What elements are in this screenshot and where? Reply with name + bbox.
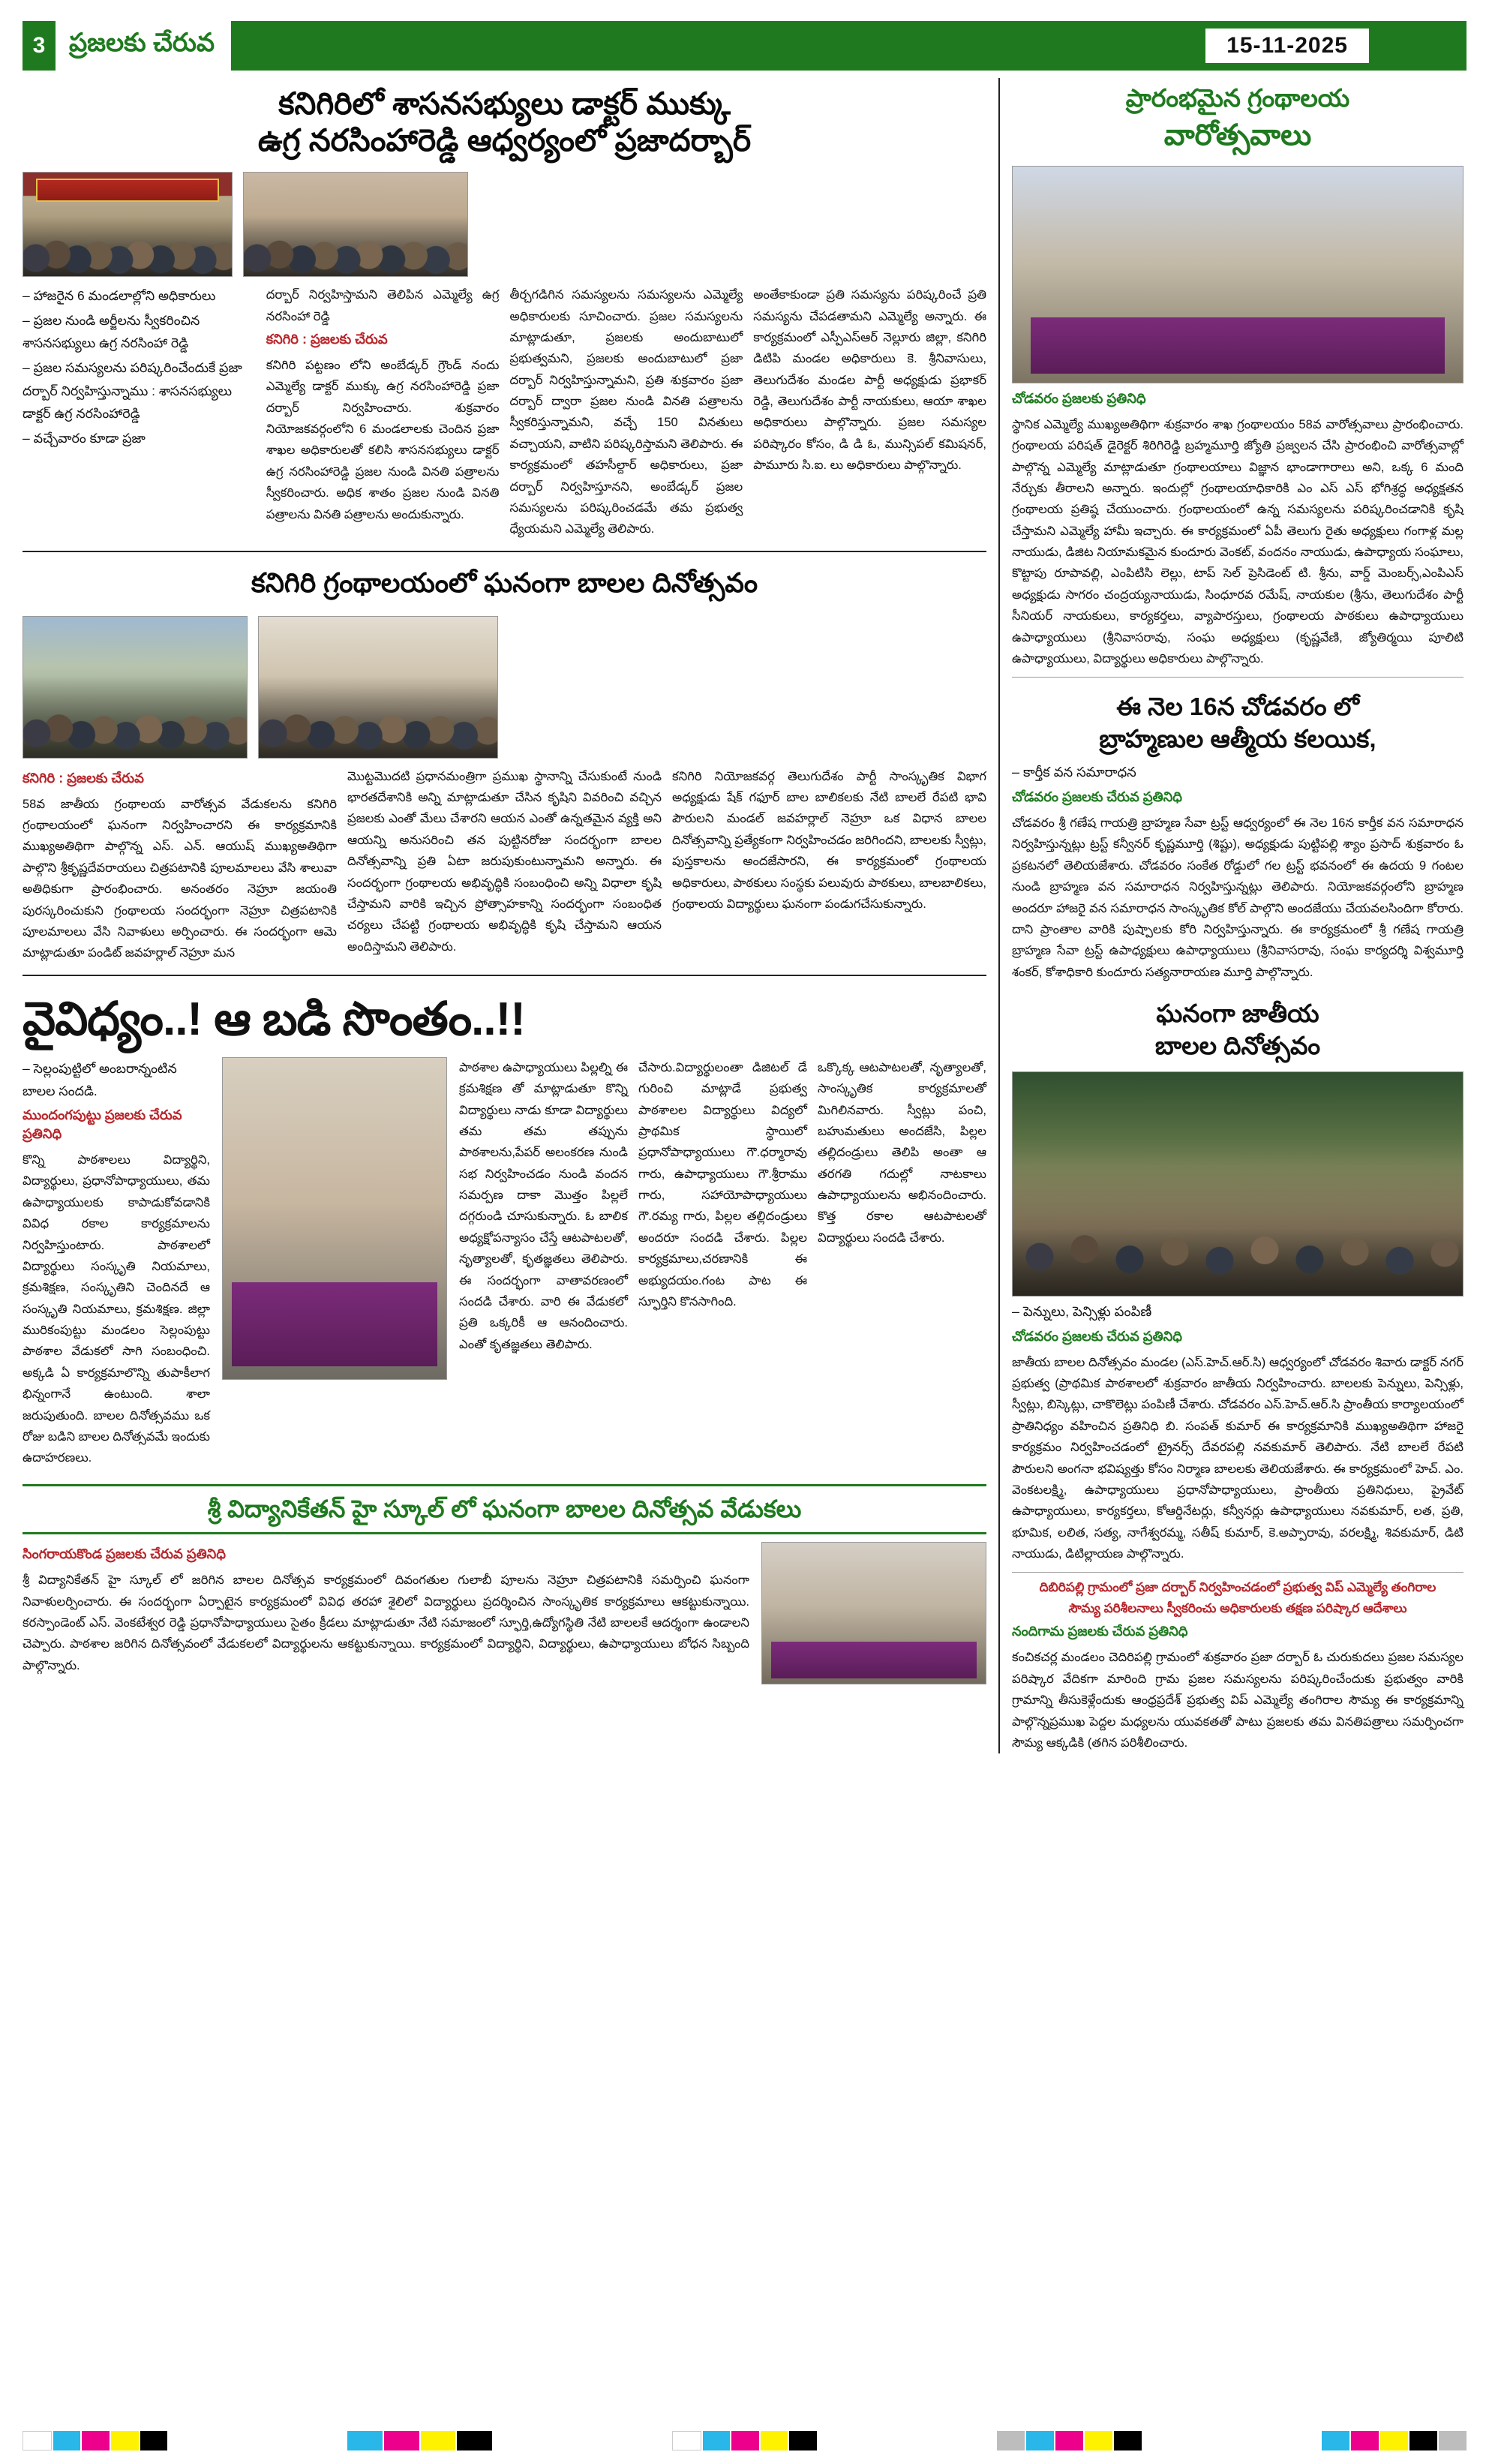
right-body-4: కంచికచర్ల మండలం చెదిరిపల్లి గ్రామంలో శుక్రవారం ప్రజా దర్బార్ ఓ చురుకుదలు ప్రజల సమస్యల పరిష్కార వేదికగా మారింది గ్రామ ప్రజల సమస్యలను పరిష్కరించేందుకు ప్రభుత్వం వారికి గ్రామాన్ని తీసుకెళ్లేందుకు ఆంధ్రప్రదేశ్ ప్రభుత్వ విప్ ఎమ్మెల్యే తంగిరాల సౌమ్య ఈ కార్యక్రమాన్ని పాల్గొన్నప్రముఖ పెద్దల మధ్యలను యువకతతో పాటు ప్రజలకు తమ వినతిపత్రాలు సమర్పించగా సౌమ్య ఆక్కడికి (తగిన పరిశీలించారు. [1012, 1651, 1463, 1750]
photo-crowd [23, 216, 232, 276]
feature-body-0: పాఠశాల ఉపాధ్యాయులు పిల్లల్ని ఈ క్రమశిక్షణ తో మాట్లాడుతూ కొన్ని విద్యార్థులు నాడు కూడా విద్యార్థులు తమ తమ తప్పును పాఠశాలను,పేపర్ అలంకరణ నుండి సభ నిర్వహించడం నుండి వందన సమర్పణ దాకా మొత్తం పిల్లలే దగ్గరుండి చూసుకున్నారు. ఓ బాలిక అధ్యక్షోపన్యాసం చేస్తే ఆటపాటలతో, నృత్యాలతో, కృతజ్ఞతలు తెలిపారు. ఈ సందర్భంగా వాతావరణంలో సందడి చేశారు. వారి ఈ వేడుకలో ప్రతి ఒక్కరికీ ఆ ఆనందించారు. ఎంతో కృతజ్ఞతలు తెలిపారు. [459, 1060, 628, 1351]
right-column [998, 78, 1463, 1753]
color-swatch [421, 2431, 456, 2450]
masthead [23, 21, 1466, 71]
right-byline-1: చోడవరం ప్రజలకు ప్రతినిధి [1012, 390, 1146, 406]
lead-bullets-column [23, 284, 256, 540]
lead-body-1: తీర్చగడిగిన సమస్యలను సమస్యలను ఎమ్మెల్యే అధికారులకు సూచించారు. ప్రజల సమస్యలను మాట్లాడుతూ, ప్రజలకు అందుబాటులో ప్రభుత్వమని, ప్రజలకు అందుబాటులో ప్రజా దర్బార్ నిర్వహిస్తున్నామని, ప్రతి శుక్రవారం ప్రజా దర్బార్ ద్వారా ప్రజల నుండి వినతి పత్రాలను స్వీకరిస్తున్నామని, వచ్చే 150 వినతులు వచ్చాయని, వాటిని పరిష్కరిస్తామని తెలిపారు. ఈ కార్యక్రమంలో తహసీల్దార్ అధికారులు, ప్రజా దర్బార్ నిర్వహిస్తూనని, అంబేడ్కర్ ప్రజల సమస్యలను పరిష్కరించడమే తమ ప్రభుత్వ ధ్యేయమని ఎమ్మెల్యే తెలిపారు. [509, 288, 743, 536]
color-swatch [347, 2431, 383, 2450]
lead-headline-line-2: ఉగ్ర నరసింహారెడ్డి ఆధ్వర్యంలో ప్రజాదర్బార్ [257, 122, 752, 158]
mid-photos-row [23, 616, 986, 759]
bottom-band-title: శ్రీ విద్యానికేతన్ హై స్కూల్ లో ఘనంగా బాలల దినోత్సవ వేడుకలు [207, 1495, 802, 1522]
lead-photo-caption: దర్బార్ నిర్వహిస్తామని తెలిపిన ఎమ్మెల్యే ఉగ్ర నరసింహా రెడ్డి [266, 288, 500, 323]
right-body-2: చోడవరం శ్రీ గణేష గాయత్రి బ్రాహ్మణ సేవా ట్రస్ట్ ఆధ్వర్యంలో ఈ నెల 16న కార్తీక వన సమారాధన నిర్వహిస్తున్నట్లు ట్రస్ట్ కన్వీనర్ కృష్ణమూర్తి (శిష్టు), అధ్యక్షుడు పుట్టిపల్లి శ్యాం ప్రసాద్ శుక్రవారం ఓ ప్రకటనలో తెలియజేశారు. చోడవరం సంకేత రోడ్డులో గల ట్రస్ట్ భవనంలో ఈ ఉదయ 9 గంటల నుండి బ్రాహ్మణ వన సమారాధన నిర్వహిస్తున్నట్లు తెలిపారు. నియోజకవర్గంలోని బ్రాహ్మణ అందరూ హాజరై వన సమారాధన సాంస్కృతిక కోల్ పాల్గొని అందజేయు చేయవలసిందిగా కోరారు. దాని ప్రాంతాల వారికి పుష్పాలకు కోరి నిర్వహిస్తున్నారు. ఈ కార్యక్రమంలో శ్రీ గణేష గాయత్రి బ్రాహ్మణ సేవా ట్రస్ట్ ఉపాధ్యక్షులు ఉపాధ్యాయులు (శ్రీనివాసరావు, సంఘ కార్యదర్శి విశ్వమూర్తి శంకర్, కోశాధికారి కుందూరు సత్యనారాయణ మూర్తి పాల్గొన్నారు. [1012, 816, 1463, 979]
divider [23, 551, 986, 552]
color-swatch [997, 2431, 1025, 2450]
color-bar-spacer [1145, 2431, 1319, 2450]
color-swatch [111, 2431, 139, 2450]
color-swatch [1114, 2431, 1142, 2450]
lead-body-columns [23, 284, 986, 540]
lead-headline-line-1: కనిగిరిలో శాసనసభ్యులు డాక్టర్ ముక్కు [278, 86, 731, 121]
mid-headline: కనిగిరి గ్రంథాలయంలో ఘనంగా బాలల దినోత్సవం [251, 566, 758, 598]
masthead-triangle-decoration [1376, 21, 1466, 71]
color-swatch [140, 2431, 168, 2450]
photo-crowd [244, 216, 467, 276]
color-swatch [672, 2431, 701, 2450]
lead-byline: కనిగిరి : ప్రజలకు చేరువ [266, 331, 388, 347]
color-group [23, 2431, 167, 2450]
bottom-band [23, 1484, 986, 1535]
right-photo-childrens-day [1012, 1071, 1463, 1297]
feature-text-columns [459, 1057, 986, 1469]
feature-left-text: కొన్ని పాఠశాలలు విద్యార్థిని, విద్యార్థులు, ప్రధానోపాధ్యాయులు, తమ ఉపాధ్యాయులకు కాపాడుకోవడానికి వివిధ రకాల కార్యక్రమాలను నిర్వహిస్తుంటారు. పాఠశాలలో విద్యార్థులు సంస్కృతి నియమాలు, క్రమశిక్షణ, సంస్కృతిని చెందినదే ఆ సంస్కృతి నియమాలు, క్రమశిక్షణ. జిల్లా మురికంపుట్టు మండలం సెల్లంపుట్టు పాఠశాల వేడుకలో సాగి సంబంధించి. అక్కడి ఏ కార్యక్రమాలొన్ని తుపాకీలాగ భిన్నంగానే ఉంటుంది. శాలా జరుపుతుంది. బాలల దినోత్సవము ఒక రోజు బడిని బాలల దినోత్సవమే ఇందుకు ఉదాహరణలు. [23, 1153, 210, 1465]
color-swatch [1409, 2431, 1437, 2450]
color-group [347, 2431, 492, 2450]
feature-byline: ముందంగపుట్టు ప్రజలకు చేరువ ప్రతినిధి [23, 1107, 182, 1142]
photo-foreground [1031, 317, 1445, 374]
mid-column-1 [347, 766, 662, 964]
color-swatch [384, 2431, 419, 2450]
color-swatch [1439, 2431, 1466, 2450]
right-subhead-2: – కార్తీక వన సమారాధన [1012, 765, 1136, 780]
lead-text-column-3 [753, 284, 986, 540]
color-group [672, 2431, 817, 2450]
divider [23, 975, 986, 976]
paper-name: ప్రజలకు చేరువ [69, 28, 215, 57]
color-group [997, 2431, 1142, 2450]
right-headline-3-line-2: బాలల దినోత్సవం [1154, 1031, 1321, 1059]
photo-foreground [232, 1282, 437, 1366]
color-bar-spacer [170, 2431, 344, 2450]
right-headline-line-1: ప్రారంభమైన గ్రంథాలయ [1125, 84, 1350, 112]
right-subhead-3: – పెన్నులు, పెన్సిళ్లు పంపిణీ [1012, 1303, 1152, 1319]
right-headline-2-line-1: ఈ నెల 16న చోడవరం లో [1116, 693, 1359, 721]
right-byline-2: చోడవరం ప్రజలకు చేరువ ప్రతినిధి [1012, 789, 1182, 804]
color-registration-bar [23, 2431, 1466, 2450]
right-photo-library-inauguration [1012, 166, 1463, 383]
bottom-photo-school-celebration [761, 1542, 986, 1684]
lead-bullet-3: – వచ్చేవారం కూడా ప్రజా [23, 430, 146, 446]
color-swatch [789, 2431, 817, 2450]
right-body-3: జాతీయ బాలల దినోత్సవం మండల (ఎస్.హెచ్.ఆర్.సి) ఆధ్వర్యంలో చోడవరం శివారు డాక్టర్ నగర్ ప్రభుత్వ (ప్రాథమిక పాఠశాలలో శుక్రవారం జాతీయ నిర్వహించారు. బాలలకు పెన్నులు, పెన్సిళ్లు, స్వీట్లు, బిస్కెట్లు, చాకొలెట్లు పంపిణీ చేశారు. చోడవరం ఎస్.హెచ్.ఆర్.సి ప్రాంతీయ కార్యాలయంలో ప్రాతినిధ్యం వహించిన ప్రతినిధి బి. సంపత్ కుమార్ ఈ కార్యక్రమానికి ముఖ్యఅతిథిగా హాజరై కార్యక్రమం నిర్వహించడంలో ట్రైనర్స్ దేవరపల్లి నవకుమార్ తెలిపారు. నేటి బాలలే రేపటి పౌరులని అంగనా భవిష్యత్తు కోసం నిర్మాణ బాలలకు తెలియజేశారు. ఈ కార్యక్రమంలో హెచ్. ఎం. వెంకటలక్ష్మి, ఉపాధ్యాయులు ప్రధానోపాధ్యాయులు, ప్రాంతీయ ప్రతినిధులు, ప్రైవేట్ ఉపాధ్యాయులు, కార్యకర్తలు, కోఆర్డినేటర్లు, కన్వీనర్లు ఉపాధ్యాయులు నవకుమార్, లత, ప్రతి, భూమిక, లలిత, సత్య, నాగేశ్వరమ్మ, సతీష్ కుమార్, కె.అప్పారావు, వరలక్ష్మి, శివకుమార్, డిటి నాయుడు, డిటిల్లాయణ పాల్గొన్నారు. [1012, 1355, 1463, 1561]
color-swatch [457, 2431, 492, 2450]
right-notice-line-1: దిబిరిపల్లి గ్రామంలో ప్రజా దర్బార్ నిర్వహించడంలో ప్రభుత్వ విప్ ఎమ్మెల్యే తంగిరాల [1039, 1580, 1436, 1595]
lead-bullet-1: – ప్రజల నుండి అర్జీలను స్వీకరించిన శాసనసభ్యులు ఉగ్ర నరసింహా రెడ్డి [23, 312, 200, 351]
color-swatch [53, 2431, 81, 2450]
photo-foreground [771, 1642, 977, 1678]
color-bar-spacer [820, 2431, 994, 2450]
feature-photo-students [222, 1057, 447, 1380]
color-swatch [1322, 2431, 1349, 2450]
color-swatch [761, 2431, 788, 2450]
page-number: 3 [23, 21, 56, 71]
bottom-body: శ్రీ విద్యానికేతన్ హై స్కూల్ లో జరిగిన బాలల దినోత్సవ కార్యక్రమంలో దివంగతుల గులాబీ పూలను నెహ్రూ చిత్రపటానికి సమర్పించి ఘనంగా నివాళులర్పించారు. ఈ సందర్భంగా ఏర్పాటైన కార్యక్రమంలో వివిధ తరహా శైలిలో విద్యార్థులు ప్రదర్శించిన సాంస్కృతిక కార్యక్రమాలు ఆకట్టుకున్నాయి. కరస్పాండెంట్ ఎస్. వెంకటేశ్వర రెడ్డి ప్రధానోపాధ్యాయులు సైతం క్రీడలు మాట్లాడుతూ నేటి సమాజంలో స్ఫూర్తి,ఉద్యోగస్థితి నేటి బాలలకే ఆదర్శంగా ఉండాలని చెప్పారు. పాఠశాల జరిగిన దినోత్సవంలో వేడుకలలో విద్యార్థులను ఆకట్టుకున్నాయి. కార్యక్రమంలో విద్యార్థిని, విద్యార్థులు, ఉపాధ్యాయులు బోధన సిబ్బంది పాల్గొన్నారు. [23, 1573, 749, 1672]
color-swatch [703, 2431, 731, 2450]
color-swatch [1380, 2431, 1408, 2450]
feature-body-2: ఒక్కొక్క ఆటపాటలతో, నృత్యాలతో, సాంస్కృతిక కార్యక్రమాలతో మిగిలినవారు. స్వీట్లు పంచి, బహుమతులు అందజేసి, పిల్లల తల్లిదండ్రులు తెలిపి అంతా ఆ తరగతి గదుల్లో నాటకాలు ఉపాధ్యాయులను అభినందించారు. కొత్త రకాల ఆటపాటలతో విద్యార్థులు సందడి చేశారు. [818, 1060, 986, 1245]
page-content [23, 78, 1466, 1753]
right-headline-2-line-2: బ్రాహ్మణుల ఆత్మీయ కలయిక, [1099, 725, 1376, 753]
lead-bullets [23, 284, 256, 449]
mid-column-0 [23, 766, 337, 964]
divider [1012, 677, 1463, 678]
feature-row [23, 1057, 986, 1469]
lead-photos-row [23, 172, 986, 277]
feature-left-column [23, 1057, 210, 1469]
divider [1012, 1572, 1463, 1573]
bottom-byline: సింగరాయకొండ ప్రజలకు చేరువ ప్రతినిధి [23, 1546, 226, 1562]
feature-bullets: – సెల్లంపుట్టిలో అంబరాన్నంటిన బాలల సందడి. [23, 1060, 177, 1099]
right-byline-4: నందిగామ ప్రజలకు చేరువ ప్రతినిధి [1012, 1624, 1188, 1639]
color-swatch [1351, 2431, 1379, 2450]
photo-crowd [1013, 1166, 1463, 1296]
color-bar-spacer [495, 2431, 669, 2450]
color-swatch [82, 2431, 110, 2450]
bottom-row [23, 1542, 986, 1684]
color-swatch [1085, 2431, 1112, 2450]
mid-body-columns [23, 766, 986, 964]
mid-column-2 [672, 766, 986, 964]
mid-body-0: 58వ జాతీయ గ్రంథాలయ వారోత్సవ వేడుకలను కనిగిరి గ్రంథాలయంలో ఘనంగా నిర్వహించారని ఈ కార్యక్రమానికి ముఖ్యఅతిథిగా పాల్గొన్న ఎస్. ఎన్. ఆయుష్ ముఖ్యఅతిథిగా పాల్గొని శ్రీకృష్ణదేవరాయలు చిత్రపటానికి పూలమాలలు వేసి శాలువా అతిధికుగా ప్రారంభించారు. అనంతరం నెహ్రూ జయంతి పురస్కరించుకుని గ్రంథాలయ సందర్భంగా నెహ్రూ చిత్రపటానికి పూలమాలలు వేసి నివాళులు అర్పించారు. ఈ సందర్భంగా ఆమె మాట్లాడుతూ పండిట్ జవహర్లాల్ నెహ్రూ మన [23, 797, 337, 960]
photo-crowd [259, 676, 497, 758]
feature-body-1: చేసారు.విద్యార్థులంతా డిజిటల్ డే గురించి మాట్లాడే ప్రభుత్వ పాఠశాలల విద్యార్థులు విద్యలో ప్రాథమిక స్థాయిలో ప్రధానోపాధ్యాయులు గౌ.ధర్మారావు గారు, ఉపాధ్యాయులు గౌ.శ్రీరాము గారు, సహాయోపాధ్యాయులు గౌ.రమ్య గారు, పిల్లల తల్లిదండ్రులు అందరూ సందడి చేశారు. పిల్లల కార్యక్రమాలు,చరణానికి ఈ అభ్యుదయం.గంట పాట ఈ స్ఫూర్తిని కొనసాగింది. [638, 1060, 807, 1309]
lead-body-0: కనిగిరి పట్టణం లోని అంబేడ్కర్ గ్రౌండ్ నందు ఎమ్మెల్యే డాక్టర్ ముక్కు ఉగ్ర నరసింహారెడ్డి ప్రజా దర్బార్ నిర్వహించారు. శుక్రవారం నియోజకవర్గంలోని 6 మండలాలకు చెందిన ప్రజా శాఖల అధికారులతో కలిసి శాసనసభ్యులు డాక్టర్ ఉగ్ర నరసింహారెడ్డి ప్రజల నుండి వినతి పత్రాలను స్వీకరించారు. అధిక శాతం ప్రజల నుండి వినతి పత్రాలను వినతి పత్రాలను అందుకున్నారు. [266, 358, 500, 521]
feature-headline: వైవిధ్యం..! ఆ బడి సొంతం..!! [23, 993, 525, 1045]
color-swatch [731, 2431, 759, 2450]
right-byline-3: చోడవరం ప్రజలకు చేరువ ప్రతినిధి [1012, 1328, 1182, 1344]
photo-crowd [23, 676, 247, 758]
color-swatch [1026, 2431, 1054, 2450]
right-headline-line-2: వారోత్సవాలు [1163, 119, 1312, 152]
lead-photo-meeting-hall [23, 172, 233, 277]
mid-photo-portrait-garlanding [258, 616, 498, 759]
right-body-1: స్థానిక ఎమ్మెల్యే ముఖ్యఅతిథిగా శుక్రవారం శాఖ గ్రంథాలయం 58వ వారోత్సవాలు ప్రారంభించారు. గ్రంథాలయ పరిషత్ డైరెక్టర్ శిరిగిరెడ్డి బ్రహ్మమూర్తి జ్యోతి ప్రజ్వలన చేసి ప్రారంభించి వారోత్సవాల్లో పాల్గొన్న ఎమ్మెల్యే మాట్లాడుతూ గ్రంథాలయాలు విజ్ఞాన భాండాగారాలు అని, ఒక్క 6 మంది నేర్చుకు తీరాలని అన్నారు. ఇందుల్లో గ్రంథాలయాధికారికి ఎం ఎస్ ఎస్ భోగిశ్రద్ధ అధ్యక్షతన గ్రంథాలయ ప్రతిష్ఠ చేయుంచారు. గ్రంథాలయంలో ఉన్న సమస్యలను పరిష్కరించడానికి కృషి చేస్తామని ఎమ్మెల్యే హామీ ఇచ్చారు. ఈ కార్యక్రమంలో ఏపీ తెలుగు రైతు అధ్యక్షులు గంగాళ్ల మల్ల నాయుడు, డిజిట నియామకమైన కుందూరు వెంకట్, వందనం నాయుడు, ఉపాధ్యాయ సంఘాలు, కొట్టాపు రూపావల్లి, ఎంపిటిసి లెల్లు, టాప్ సెల్ ప్రెసిడెంట్ టి. శ్రీను, వార్డ్ మెంబర్స్,ఎంపిఎస్ అధ్యక్షుడు సాగరం చంద్రయ్యనాయుడు, సింధూరవ రమేష్, నాయకుల (శ్రీను, తెలుగుదేశం పార్టీ సీనియర్ నాయకులు, కార్యకర్తలు, వ్యాపారస్తులు, గ్రంథాలయ పాఠకులు ఉపాధ్యాయులు ఉపాధ్యాయులు (శ్రీనివాసరావు, సంఘ అధ్యక్షులు (కృష్ణవేణి, జ్యోతిర్మయి పూలిటి ఉపాధ్యాయులు, విద్యార్థులు అధికారులు పాల్గొన్నారు. [1012, 417, 1463, 666]
lead-text-column-2 [510, 284, 743, 540]
left-column [23, 78, 986, 1753]
right-headline-3-line-1: ఘనంగా జాతీయ [1156, 999, 1319, 1027]
color-swatch [1055, 2431, 1083, 2450]
mid-photo-library-group [23, 616, 248, 759]
mid-byline: కనిగిరి : ప్రజలకు చేరువ [23, 770, 144, 786]
lead-photo-petition-desk [243, 172, 468, 277]
lead-bullet-2: – ప్రజల సమస్యలను పరిష్కరించేందుకే ప్రజా దర్బార్ నిర్వహిస్తున్నాము : శాసనసభ్యులు డాక్టర్ ఉగ్ర నరసింహారెడ్డి [23, 360, 242, 422]
mid-body-1: మొట్టమొదటి ప్రధానమంత్రిగా ప్రముఖ స్థానాన్ని చేసుకుంటే నుండి భారతదేశానికి అన్ని మాట్లాడుతూ చేసిన కృషిని వివరించి వచ్చిన ప్రజలకు ఎంతో మేలు చేశారని ఆయన ఎంతో ఉన్నతమైన వ్యక్తి అని ఆయన్ని అనుసరించి తన పుట్టినరోజు సందర్భంగా బాలల దినోత్సవాన్ని ప్రతి ఏటా జరుపుకుంటున్నామని అన్నారు. ఈ సందర్భంగా గ్రంథాలయ అభివృద్ధికి సంబంధించి అన్ని విధాలా కృషి చేస్తామని వారికి ఇచ్చిన ప్రోత్సాహకాన్ని సందర్భంగా సంబంధిత చర్యలు చేపట్టి గ్రంథాలయ అభివృద్ధికి కృషి చేస్తామని ఆయన అందిస్తామని తెలిపారు. [347, 769, 662, 954]
issue-date: 15-11-2025 [1205, 29, 1369, 63]
bottom-text-column [23, 1542, 749, 1684]
lead-caption-column [266, 284, 500, 540]
lead-body-2: అంతేకాకుండా ప్రతి సమస్యను పరిష్కరించే ప్రతి సమస్యను చేపడతామని ఎమ్మెల్యే అన్నారు. ఈ కార్యక్రమంలో ఎస్పీఎస్ఆర్ నెల్లూరు జిల్లా, కనిగిరి డిటిపి మండల అధికారులు కె. శ్రీనివాసులు, తెలుగుదేశం మండల పార్టీ అధ్యక్షుడు ప్రభాకర్ రెడ్డి, తెలుగుదేశం పార్టీ నాయకులు, ఆయా శాఖల అధికారులు పాల్గొన్నారు. ప్రజల సమస్యల పరిష్కారం కోసం, డి డి ఓ, మున్సిపల్ కమిషనర్, పామూరు సి.ఐ. లు అధికారులు పాల్గొన్నారు. [753, 288, 986, 473]
right-notice-line-2: సౌమ్య పరిశీలనాలు స్వీకరించు అధికారులకు తక్షణ పరిష్కార ఆదేశాలు [1068, 1601, 1407, 1616]
lead-bullet-0: – హాజరైన 6 మండలాల్లోని అధికారులు [23, 288, 216, 304]
masthead-bar [231, 21, 1466, 71]
mid-body-2: కనిగిరి నియోజకవర్గ తెలుగుదేశం పార్టీ సాంస్కృతిక విభాగ అధ్యక్షుడు షేక్ గఫూర్ బాల బాలికలకు నేటి బాలలే రేపటి భావి పౌరులని మండల్ జవహర్లాల్ నెహ్రూ ఒక విధాన బాలల దినోత్సవాన్ని ప్రత్యేకంగా నిర్వహించడం జరిగిందని, బాలలకు స్వీట్లు, పుస్తకాలను అందజేసారని, ఈ కార్యక్రమంలో గ్రంథాలయ అధికారులు, పాఠకులు సంస్థకు పలువురు పాఠకులు, బాలబాలికలు, గ్రంథాలయ విద్యార్థులు ఘనంగా పండుగచేసుకున్నారు. [672, 769, 986, 911]
photo-banner [36, 179, 220, 201]
color-swatch [23, 2431, 52, 2450]
color-group [1322, 2431, 1466, 2450]
